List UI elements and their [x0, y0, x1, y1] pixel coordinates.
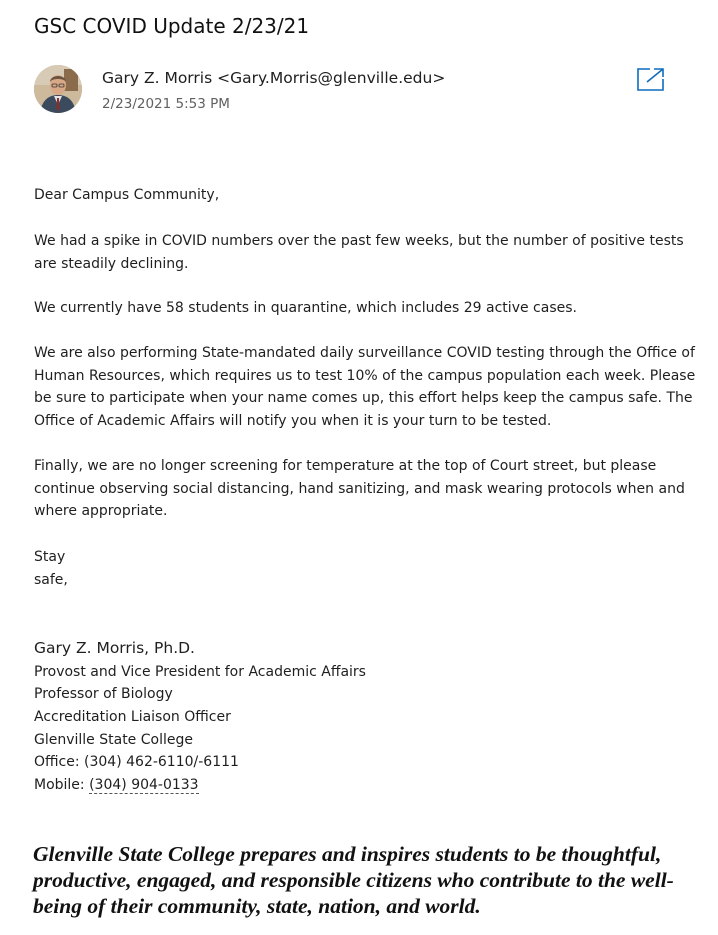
- mission-statement: Glenville State College prepares and inspires students to be thoughtful, productive, engaged, and responsible citizens who contribute to the well-being of their community, state, nation, and world.: [33, 842, 674, 918]
- signature-line: Professor of Biology: [34, 686, 173, 702]
- mobile-label: Mobile:: [34, 777, 90, 793]
- closing-line: Stay: [34, 549, 66, 565]
- closing-line: safe,: [34, 572, 68, 588]
- sent-timestamp: 2/23/2021 5:53 PM: [102, 96, 230, 112]
- sender-avatar[interactable]: [34, 65, 82, 113]
- mobile-phone-link[interactable]: (304) 904-0133: [89, 777, 199, 793]
- open-in-new-window-icon: [636, 66, 666, 92]
- signature-name: Gary Z. Morris, Ph.D.: [34, 639, 195, 657]
- signature-line: Accreditation Liaison Officer: [34, 709, 231, 725]
- body-paragraph: We had a spike in COVID numbers over the past few weeks, but the number of positive tests are steadily declining.: [34, 233, 684, 272]
- signature-line: Office: (304) 462-6110/-6111: [34, 754, 239, 770]
- sender-name-address[interactable]: Gary Z. Morris <Gary.Morris@glenville.edu>: [102, 69, 446, 87]
- person-photo-icon: [34, 65, 82, 113]
- signature-line: Glenville State College: [34, 732, 193, 748]
- open-in-new-window-button[interactable]: [636, 66, 666, 92]
- body-paragraph: We are also performing State-mandated daily surveillance COVID testing through the Office of Human Resources, which requires us to test 10% of the campus population each week. Please be sure to participate when your name comes up, this effort helps keep the campus safe. The Office of Academic Affairs will notify you when it is your turn to be tested.: [34, 345, 696, 429]
- signature-mobile: [34, 774, 199, 797]
- body-paragraph: Finally, we are no longer screening for temperature at the top of Court street, but please continue observing social distancing, hand sanitizing, and mask wearing protocols when and where appropriate.: [34, 458, 685, 519]
- signature-line: Provost and Vice President for Academic Affairs: [34, 664, 366, 680]
- greeting: Dear Campus Community,: [34, 187, 220, 203]
- email-subject: GSC COVID Update 2/23/21: [34, 14, 310, 38]
- body-paragraph: We currently have 58 students in quarantine, which includes 29 active cases.: [34, 300, 577, 316]
